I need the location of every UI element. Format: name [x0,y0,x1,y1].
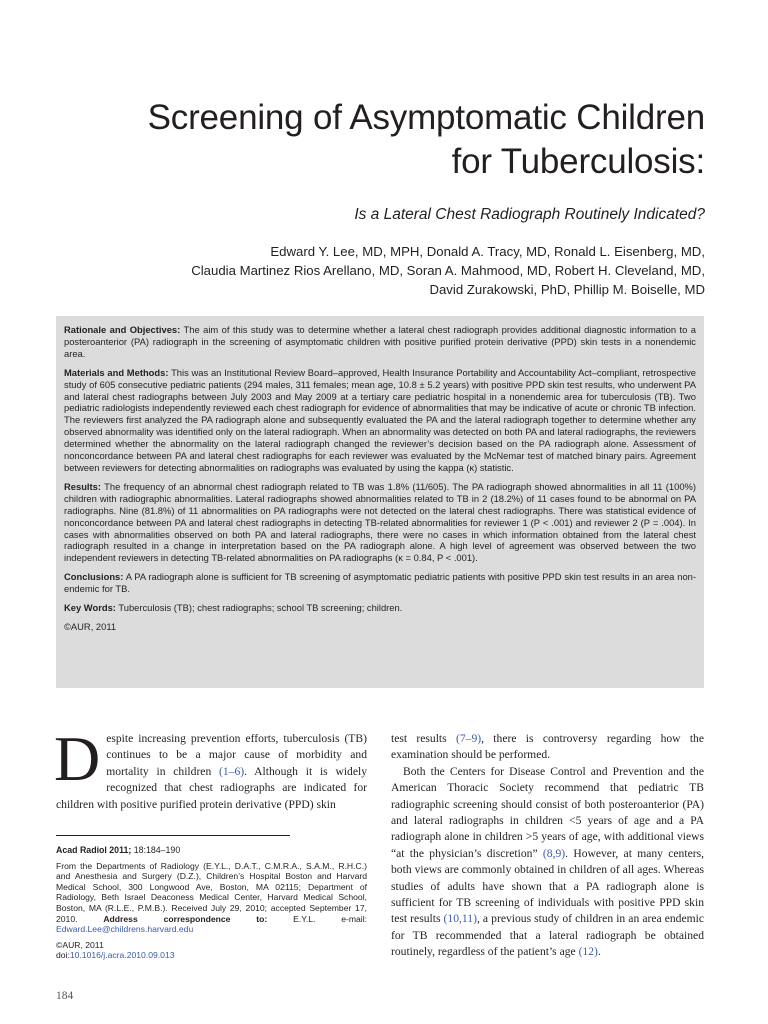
body-text: , there is controversy regarding how the examination should be performed. [391,732,704,762]
title-line-1: Screening of Asymptomatic Children [147,98,705,137]
copyright-text: ©AUR, 2011 [56,939,104,950]
body-text: Both the Centers for Disease Control and Prevention and the American Thoracic Society recommend that pediatric TB radiographic screening should consist of both posteroanterior (PA) and lateral radiographs in children <5 years of age and a PA radiograph alone in children >5 years of age, with additional views “at the physician’s discretion” [391,764,704,860]
body-text: . Although it is widely recognized that chest radiographs are indicated for children with positive purified protein derivative (PPD) skin [56,764,368,811]
email-link[interactable]: Edward.Lee@childrens.harvard.edu [56,924,194,935]
journal-citation [56,845,367,856]
doi-label: doi: [56,950,70,961]
body-text: . [597,945,601,959]
abstract-box [56,316,704,688]
abstract-methods [64,367,696,474]
title-line-2: for Tuberculosis: [451,142,705,181]
body-column-left [54,723,368,813]
author-list [25,242,705,299]
abstract-conclusions [64,571,696,595]
author-line: Edward Y. Lee, MD, MPH, Donald A. Tracy, MD, Ronald L. Eisenberg, MD, [270,244,705,259]
footnote-divider [56,835,290,836]
abstract-keywords [64,602,696,614]
abstract-text: This was an Institutional Review Board–approved, Health Insurance Portability and Accountability Act–compliant, retrospective study of 605 consecutive pediatric patients (294 males, 311 females; mean age, 10.8 ± 5.2 years) with positive PPD skin test results, who underwent PA and lateral chest radiographs between July 2003 and May 2009 at a tertiary care pediatric hospital in a nonendemic area for tuberculosis (TB). Two pediatric radiologists independently reviewed each chest radiograph for evidence of abnormalities that may be indicative of acute or chronic TB infection. The reviewers first analyzed the PA radiograph alone and subsequently evaluated the PA and the lateral radiograph together to determine whether any observed abnormality was identified only on the lateral radiograph. When an abnormality was detected on both PA and lateral radiographs, the reviewers determined whether the abnormality on the lateral radiograph changed the reviewer’s decision based on the PA radiograph alone. Assessment of nonconcordance between PA and lateral chest radiographs for each reviewer was evaluated by the McNemar test of matched binary pairs. Agreement between reviewers for detecting abnormalities on radiographs was evaluated by using the kappa (κ) statistic. [64,366,696,473]
abstract-text: A PA radiograph alone is sufficient for TB screening of asymptomatic pediatric patients with positive PPD skin test results in an area non-endemic for TB. [64,571,696,595]
journal-name: Acad Radiol 2011; [56,845,132,855]
footnote-copyright [56,940,367,961]
body-text: espite increasing prevention efforts, tuberculosis (TB) continues to be a major cause of morbidity and mortality in children [106,732,367,778]
abstract-label: Materials and Methods: [64,366,169,378]
abstract-label: Results: [64,480,101,492]
body-text: , a previous study of children in an area endemic for TB recommended that a lateral radiograph be obtained routinely, regardless of the patient’s age [391,912,704,959]
citation-link[interactable]: (1–6) [219,764,245,778]
body-text: test results [391,732,456,745]
footnotes [56,845,367,961]
paragraph [391,731,704,764]
affiliations [56,861,367,935]
abstract-rationale [64,324,696,360]
paragraph [391,764,704,961]
abstract-copyright: ©AUR, 2011 [64,620,117,632]
body-column-right [391,731,704,961]
affiliation-text: From the Departments of Radiology (E.Y.L., D.A.T., C.M.R.A., S.A.M., R.H.C.) and Anesthesia and Surgery (D.Z.), Children’s Hospital Boston and Harvard Medical School, 300 Longwood Ave, Boston, MA 02115; Department of Radiology, Beth Israel Deaconess Medical Center, Harvard Medical School, Boston, MA (R.L.E., P.M.B.). Received July 29, 2010; accepted September 17, 2010. [56,860,367,924]
abstract-label: Rationale and Objectives: [64,324,181,335]
body-text: . However, at many centers, both views are commonly obtained in children of all ages. Whereas studies of adults have shown that a PA radiograph alone is sufficient for TB screening of individuals with positive PPD skin test results [391,846,704,926]
abstract-results [64,481,696,564]
abstract-text: Tuberculosis (TB); chest radiographs; school TB screening; children. [115,602,403,614]
abstract-label: Conclusions: [64,571,124,583]
abstract-text: The aim of this study was to determine whether a lateral chest radiograph provides additional diagnostic information to a posteroanterior (PA) radiograph in the screening of asymptomatic children with positive purified protein derivative (PPD) skin tests in a nonendemic area. [64,324,696,359]
citation-link[interactable]: (7–9) [455,732,482,745]
author-line: Claudia Martinez Rios Arellano, MD, Soran A. Mahmood, MD, Robert H. Cleveland, MD, [191,263,705,278]
doi-link[interactable]: 10.1016/j.acra.2010.09.013 [69,950,175,961]
citation-link[interactable]: (10,11) [443,912,477,926]
citation-link[interactable]: (12) [578,945,598,959]
drop-cap: D [54,723,101,794]
journal-volume: 18:184–190 [131,845,181,855]
correspondence-text: E.Y.L. e-mail: [267,913,368,924]
citation-link[interactable]: (8,9) [542,846,566,860]
abstract-label: Key Words: [64,602,116,614]
article-subtitle: Is a Lateral Chest Radiograph Routinely Indicated? [354,206,705,223]
article-title [25,96,705,184]
page-number: 184 [56,990,74,1002]
abstract-text: The frequency of an abnormal chest radiograph related to TB was 1.8% (11/605). The PA radiograph showed abnormalities in all 11 (100%) children with radiographic abnormalities. Lateral radiographs showed abnormalities related to TB in 2 (18.2%) of 11 cases found to be abnormal on PA radiographs. Nine (81.8%) of 11 abnormalities on PA radiographs were not detected on the lateral chest radiographs. There was statistical evidence of nonconcordance between PA and lateral chest radiographs in detecting TB-related abnormalities for reviewer 1 (P < .001) and reviewer 2 (P = .004). In cases with abnormalities observed on both PA and lateral radiographs, there were no cases in which information obtained from the lateral chest radiograph resulted in a change in interpretation based on the PA radiograph alone. A high level of agreement was observed between the two independent reviewers in detecting TB-related abnormalities on PA radiographs (κ = 0.84, P < .001). [64,480,696,564]
author-line: David Zurakowski, PhD, Phillip M. Boiselle, MD [429,282,705,297]
correspondence-label: Address correspondence to: [103,913,268,924]
